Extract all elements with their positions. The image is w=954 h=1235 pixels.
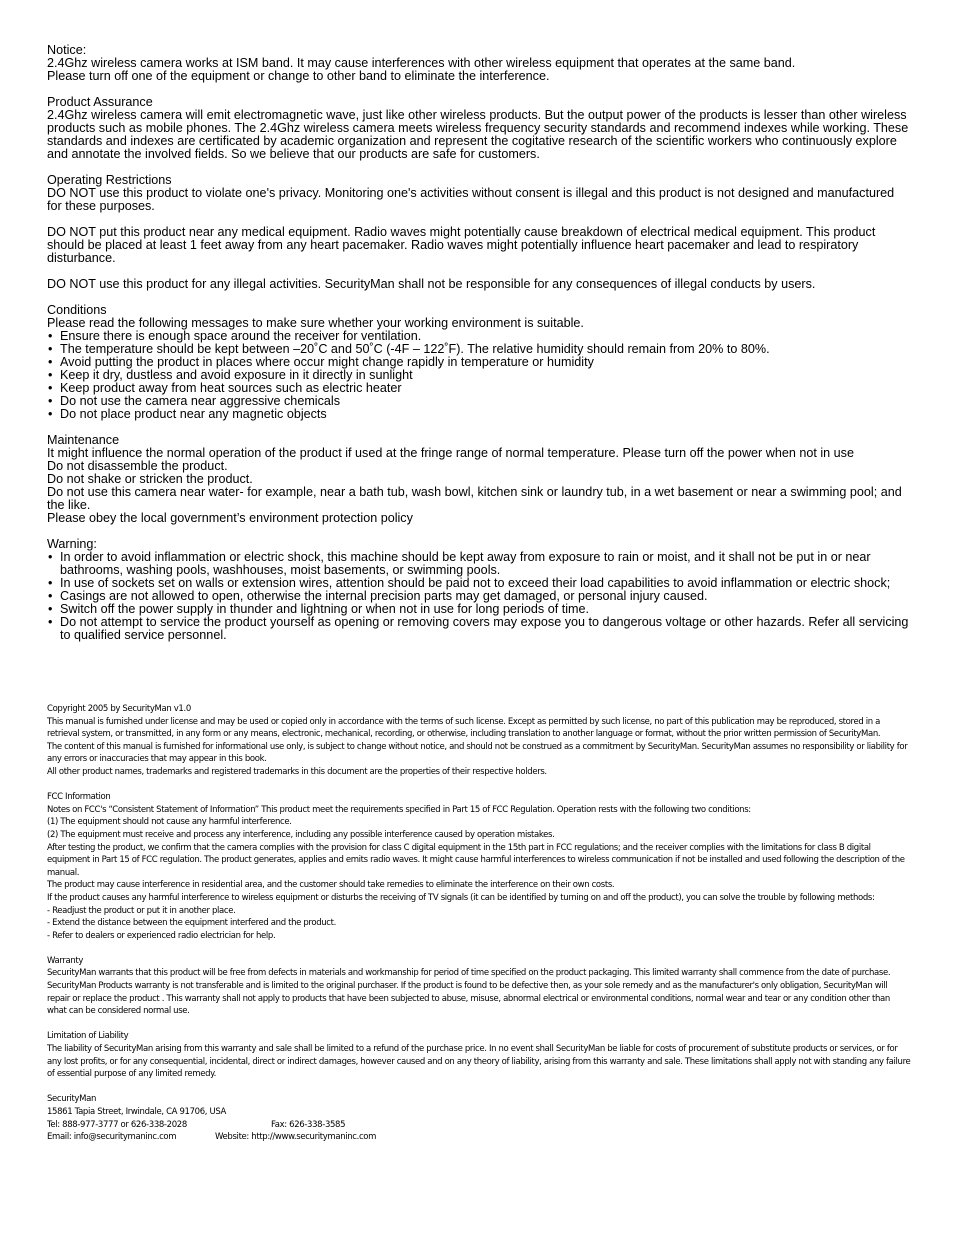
safety-section bbox=[47, 44, 911, 642]
list-item: • Casings are not allowed to open, otherwise the internal precision parts may get damaged, or personal injury caused. bbox=[47, 590, 911, 603]
email-address: Email: info@securitymaninc.com bbox=[47, 1132, 177, 1143]
maintenance-line: Please obey the local government’s environment protection policy bbox=[47, 511, 413, 525]
operating-restrictions-paragraph: DO NOT use this product for any illegal activities. SecurityMan shall not be responsible for any consequences of illegal conducts by users. bbox=[47, 277, 816, 291]
list-item: • Keep it dry, dustless and avoid exposure in it directly in sunlight bbox=[47, 369, 911, 382]
conditions-heading: Conditions bbox=[47, 303, 107, 317]
maintenance-heading: Maintenance bbox=[47, 433, 120, 447]
copyright-heading: Copyright 2005 by SecurityMan v1.0 bbox=[47, 704, 191, 714]
fcc-heading: FCC Information bbox=[47, 792, 111, 803]
list-item: • The temperature should be kept between –20˚C and 50˚C (-4F – 122˚F). The relative humidity should remain from 20% to 80%. bbox=[47, 343, 911, 356]
operating-restrictions-heading: Operating Restrictions bbox=[47, 173, 172, 187]
contact-web-row bbox=[47, 1131, 911, 1144]
copyright-paragraph: All other product names, trademarks and registered trademarks in this document are the properties of their respective holders. bbox=[47, 766, 547, 777]
website: Website: http://www.securitymaninc.com bbox=[215, 1132, 377, 1143]
product-assurance-text: 2.4Ghz wireless camera will emit electromagnetic wave, just like other wireless products. But the output power of the products is lesser than other wireless products such as mobile phones. The 2.4Ghz wireless camera meets wireless frequency security standards and recommend indexes while working. These standards and indexes are certificated by academic organization and represent the cogitative research of the scientific workers who continuously explore and annotate the involved fields. So we believe that our products are safe for customers. bbox=[47, 108, 909, 161]
warranty-heading: Warranty bbox=[47, 955, 84, 966]
maintenance-line: Do not use this camera near water- for example, near a bath tub, wash bowl, kitchen sink or laundry tub, in a wet basement or near a swimming pool; and the like. bbox=[47, 485, 902, 512]
list-item: • Avoid putting the product in places where occur might change rapidly in temperature or humidity bbox=[47, 356, 911, 369]
fcc-line: - Refer to dealers or experienced radio electrician for help. bbox=[47, 930, 276, 941]
list-item: • In order to avoid inflammation or electric shock, this machine should be kept away from exposure to rain or moist, and it shall not be put in or near bathrooms, washing pools, washhouses, moist basements, or swimming pools. bbox=[47, 551, 911, 577]
warning-heading: Warning: bbox=[47, 537, 97, 551]
list-item: • Keep product away from heat sources such as electric heater bbox=[47, 382, 911, 395]
fax: Fax: 626-338-3585 bbox=[271, 1119, 346, 1130]
notice-heading: Notice: bbox=[47, 43, 87, 57]
fcc-line: - Readjust the product or put it in another place. bbox=[47, 905, 236, 916]
warranty-text: SecurityMan warrants that this product will be free from defects in materials and workmanship for period of time specified on the product packaging. This limited warranty shall commence from the date of purchase. SecurityMan Products warranty is not transferable and is limited to the original purchaser. If the product is found to be defective then, as your sole remedy and as the manufacturer's only obligation, SecurityMan will repair or replace the product . This warranty shall not apply to products that have been subjected to abuse, misuse, abnormal electrical or environmental conditions, normal wear and tear or any condition other than what can be considered normal use. bbox=[47, 968, 891, 1017]
fcc-line: Notes on FCC's “Consistent Statement of Information” This product meet the requirements specified in Part 15 of FCC Regulation. Operation rests with the following two conditions: bbox=[47, 804, 751, 815]
maintenance-line: It might influence the normal operation of the product if used at the fringe range of normal temperature. Please turn off the power when not in use bbox=[47, 446, 854, 460]
telephone: Tel: 888-977-3777 or 626-338-2028 bbox=[47, 1119, 187, 1130]
fcc-line: If the product causes any harmful interference to wireless equipment or disturbs the receiving of TV signals (it can be identified by turning on and off the product), you can solve the trouble by following methods: bbox=[47, 892, 875, 903]
warning-list bbox=[47, 551, 911, 642]
list-item: • Do not attempt to service the product yourself as opening or removing covers may expose you to dangerous voltage or other hazards. Refer all servicing to qualified service personnel. bbox=[47, 616, 911, 642]
copyright-paragraph: This manual is furnished under license and may be used or copied only in accordance with the terms of such license. Except as permitted by such license, no part of this publication may be reproduced, stored in a retrieval system, or transmitted, in any form or any means, electronic, mechanical, recording, or otherwise, including translation to another language or format, without the prior written permission of SecurityMan. bbox=[47, 716, 881, 740]
list-item: • Do not use the camera near aggressive chemicals bbox=[47, 395, 911, 408]
fcc-line: The product may cause interference in residential area, and the customer should take remedies to eliminate the interference on their own costs. bbox=[47, 880, 615, 891]
fcc-line: - Extend the distance between the equipment interfered and the product. bbox=[47, 918, 336, 929]
list-item: • In use of sockets set on walls or extension wires, attention should be paid not to exceed their load capabilities to avoid inflammation or electric shock; bbox=[47, 577, 911, 590]
notice-line: Please turn off one of the equipment or change to other band to eliminate the interference. bbox=[47, 69, 550, 83]
contact-phone-row bbox=[47, 1119, 911, 1132]
list-item: • Ensure there is enough space around the receiver for ventilation. bbox=[47, 330, 911, 343]
product-assurance-heading: Product Assurance bbox=[47, 95, 153, 109]
maintenance-line: Do not disassemble the product. bbox=[47, 459, 228, 473]
company-address: 15861 Tapia Street, Irwindale, CA 91706, USA bbox=[47, 1107, 227, 1117]
conditions-intro: Please read the following messages to make sure whether your working environment is suitable. bbox=[47, 316, 584, 330]
operating-restrictions-paragraph: DO NOT put this product near any medical equipment. Radio waves might potentially cause breakdown of electrical medical equipment. This product should be placed at least 1 feet away from any heart pacemaker. Radio waves might potentially influence heart pacemaker and lead to respiratory disturbance. bbox=[47, 225, 876, 265]
company-name: SecurityMan bbox=[47, 1094, 96, 1105]
maintenance-line: Do not shake or stricken the product. bbox=[47, 472, 253, 486]
fcc-line: (1) The equipment should not cause any harmful interference. bbox=[47, 817, 292, 828]
conditions-list bbox=[47, 330, 911, 421]
copyright-paragraph: The content of this manual is furnished for informational use only, is subject to change without notice, and should not be construed as a commitment by SecurityMan. SecurityMan assumes no responsibility or liability for any errors or inaccuracies that may appear in this book. bbox=[47, 741, 908, 765]
operating-restrictions-paragraph: DO NOT use this product to violate one's privacy. Monitoring one's activities without consent is illegal and this product is not designed and manufactured for these purposes. bbox=[47, 186, 895, 213]
fcc-line: After testing the product, we confirm that the camera complies with the provision for class C digital equipment in the 15th part in FCC regulations; and the receiver complies with the limitations for class B digital equipment in Part 15 of FCC regulation. The product generates, applies and emits radio waves. It might cause harmful interferences to wireless communication if not be installed and used following the description of the manual. bbox=[47, 842, 905, 878]
fcc-line: (2) The equipment must receive and process any interference, including any possible interference caused by operation mistakes. bbox=[47, 829, 555, 840]
legal-section bbox=[47, 703, 911, 1144]
liability-heading: Limitation of Liability bbox=[47, 1031, 129, 1042]
list-item: • Switch off the power supply in thunder and lightning or when not in use for long periods of time. bbox=[47, 603, 911, 616]
liability-text: The liability of SecurityMan arising from this warranty and sale shall be limited to a refund of the purchase price. In no event shall SecurityMan be liable for costs of procurement of substitute products or services, or for any lost profits, or for any consequential, incidental, direct or indirect damages, however caused and on any theory of liability, arising from this warranty and sale. These limitations shall apply not with standing any failure of essential purpose of any limited remedy. bbox=[47, 1044, 911, 1080]
notice-line: 2.4Ghz wireless camera works at ISM band. It may cause interferences with other wireless equipment that operates at the same band. bbox=[47, 56, 796, 70]
list-item: • Do not place product near any magnetic objects bbox=[47, 408, 911, 421]
